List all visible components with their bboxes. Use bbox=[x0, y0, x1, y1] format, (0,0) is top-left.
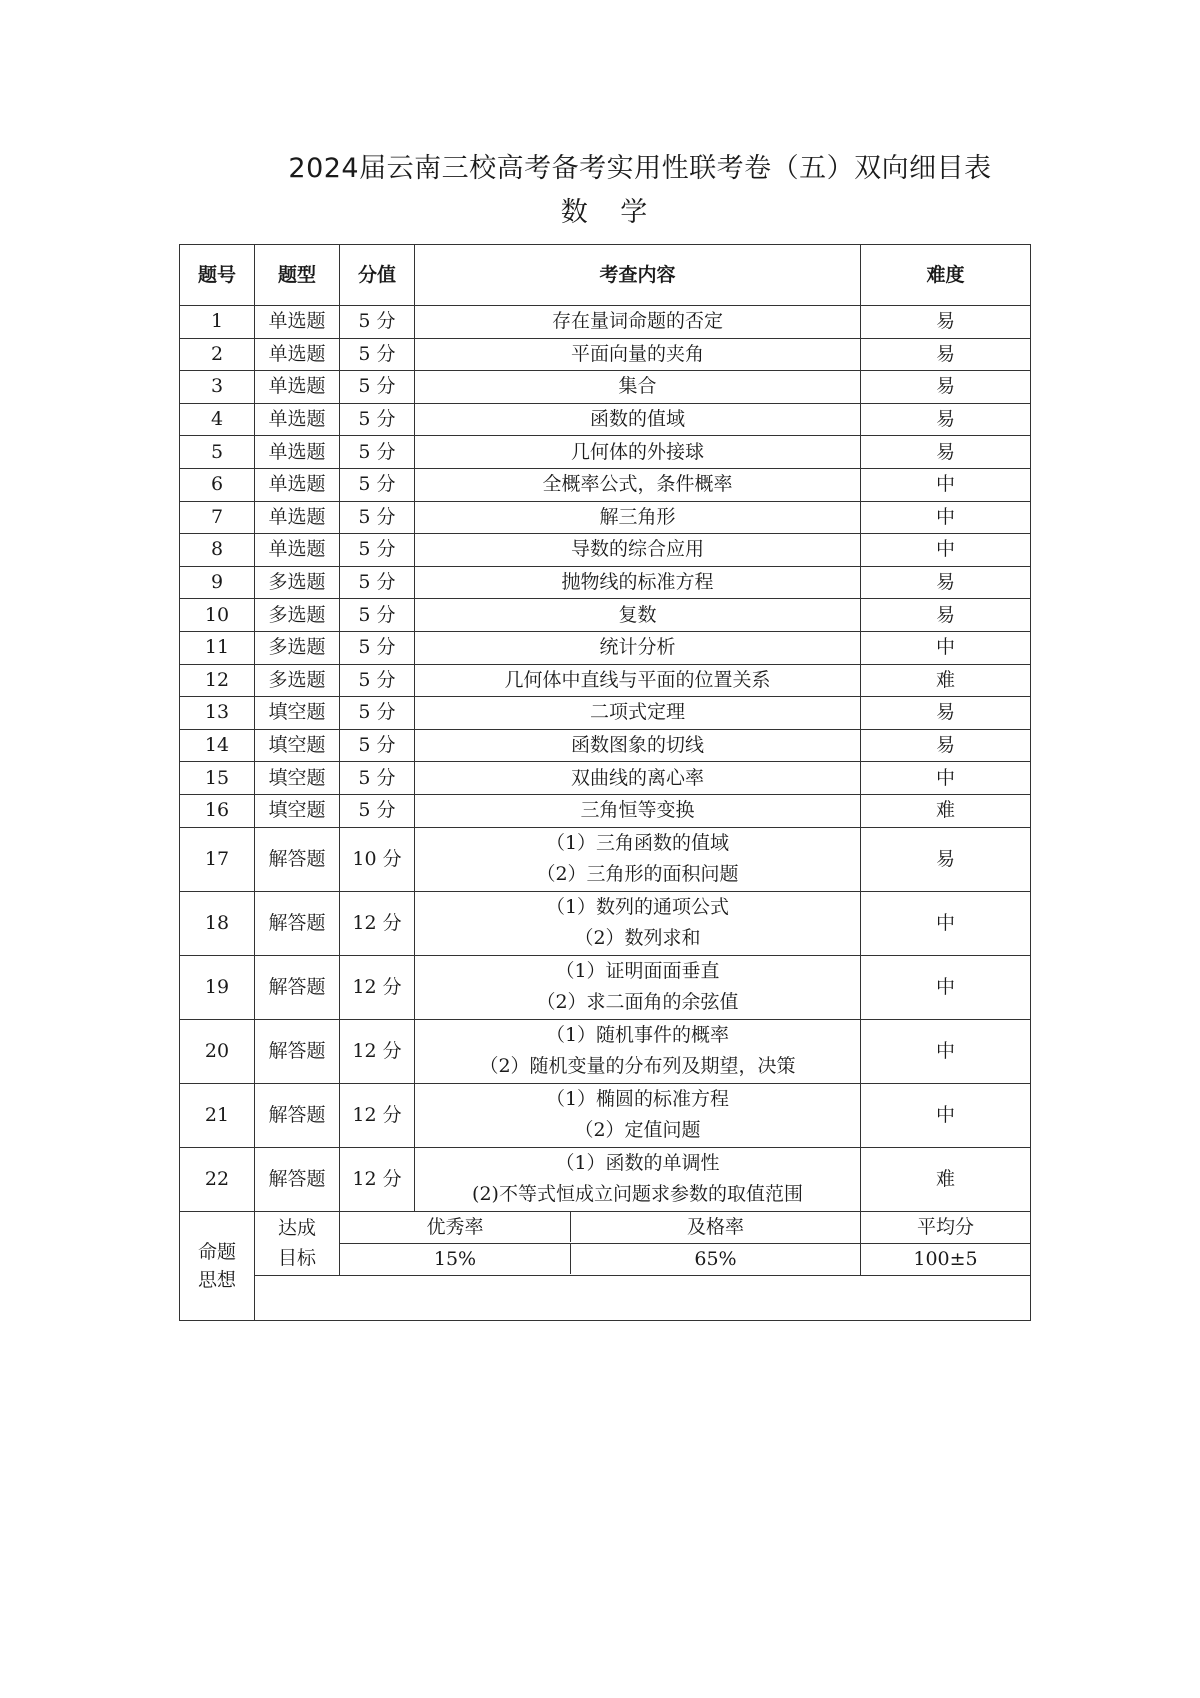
question-type: 解答题 bbox=[255, 955, 340, 1019]
question-score: 5 分 bbox=[340, 599, 415, 632]
question-difficulty: 中 bbox=[861, 1083, 1031, 1147]
header-difficulty: 难度 bbox=[861, 245, 1031, 306]
question-number: 1 bbox=[180, 306, 255, 339]
content-line: 函数的值域 bbox=[589, 408, 685, 431]
question-content bbox=[415, 1147, 861, 1211]
question-number: 5 bbox=[180, 436, 255, 469]
question-score: 5 分 bbox=[340, 762, 415, 795]
question-type: 单选题 bbox=[255, 534, 340, 567]
question-difficulty: 中 bbox=[861, 468, 1031, 501]
question-difficulty: 易 bbox=[861, 697, 1031, 730]
question-number: 21 bbox=[180, 1083, 255, 1147]
question-difficulty: 难 bbox=[861, 1147, 1031, 1211]
question-score: 12 分 bbox=[340, 1147, 415, 1211]
content-line: 集合 bbox=[618, 375, 657, 398]
question-content bbox=[415, 729, 861, 762]
question-difficulty: 易 bbox=[861, 599, 1031, 632]
content-line: 存在量词命题的否定 bbox=[551, 310, 723, 333]
content-line: 函数图象的切线 bbox=[570, 734, 704, 757]
table-row bbox=[180, 468, 1031, 501]
question-type: 多选题 bbox=[255, 664, 340, 697]
question-difficulty: 中 bbox=[861, 955, 1031, 1019]
question-number: 13 bbox=[180, 697, 255, 730]
question-type: 多选题 bbox=[255, 566, 340, 599]
question-content bbox=[415, 631, 861, 664]
question-difficulty: 难 bbox=[861, 664, 1031, 697]
average-score-value: 100±5 bbox=[861, 1243, 1031, 1275]
content-line: 抛物线的标准方程 bbox=[561, 571, 714, 594]
table-row bbox=[180, 827, 1031, 891]
table-row bbox=[180, 664, 1031, 697]
question-content bbox=[415, 306, 861, 339]
question-content bbox=[415, 436, 861, 469]
question-score: 5 分 bbox=[340, 371, 415, 404]
goal-line: 达成 bbox=[277, 1217, 316, 1239]
content-line: 统计分析 bbox=[599, 636, 676, 659]
question-score: 5 分 bbox=[340, 436, 415, 469]
table-row bbox=[180, 955, 1031, 1019]
table-row bbox=[180, 762, 1031, 795]
table-row bbox=[180, 436, 1031, 469]
question-number: 9 bbox=[180, 566, 255, 599]
question-score: 5 分 bbox=[340, 534, 415, 567]
question-content bbox=[415, 566, 861, 599]
content-line: （1）椭圆的标准方程 bbox=[545, 1088, 730, 1110]
question-type: 单选题 bbox=[255, 371, 340, 404]
question-score: 5 分 bbox=[340, 794, 415, 827]
content-line: （2）三角形的面积问题 bbox=[536, 863, 739, 885]
table-row bbox=[180, 1147, 1031, 1211]
content-line: 解三角形 bbox=[599, 505, 676, 528]
question-score: 5 分 bbox=[340, 403, 415, 436]
question-content bbox=[415, 697, 861, 730]
table-body bbox=[180, 306, 1031, 1212]
question-difficulty: 中 bbox=[861, 534, 1031, 567]
pass-rate-label: 及格率 bbox=[686, 1216, 744, 1238]
question-number: 15 bbox=[180, 762, 255, 795]
table-row bbox=[180, 338, 1031, 371]
proposition-idea-line: 命题 bbox=[197, 1240, 236, 1263]
question-type: 解答题 bbox=[255, 1019, 340, 1083]
proposition-idea-blank bbox=[255, 1275, 1031, 1320]
question-type: 解答题 bbox=[255, 1083, 340, 1147]
question-number: 2 bbox=[180, 338, 255, 371]
question-type: 填空题 bbox=[255, 762, 340, 795]
question-difficulty: 易 bbox=[861, 306, 1031, 339]
content-line: （1）数列的通项公式 bbox=[545, 896, 730, 918]
question-type: 填空题 bbox=[255, 794, 340, 827]
question-difficulty: 中 bbox=[861, 501, 1031, 534]
goal-line: 目标 bbox=[277, 1247, 316, 1269]
content-line: （1）证明面面垂直 bbox=[555, 960, 720, 982]
content-line: （2）随机变量的分布列及期望，决策 bbox=[479, 1055, 796, 1077]
question-content bbox=[415, 338, 861, 371]
question-number: 22 bbox=[180, 1147, 255, 1211]
question-content bbox=[415, 468, 861, 501]
content-line: 复数 bbox=[618, 603, 657, 626]
table-row bbox=[180, 566, 1031, 599]
pass-rate-value: 65% bbox=[694, 1248, 737, 1270]
question-type: 单选题 bbox=[255, 501, 340, 534]
question-type: 填空题 bbox=[255, 729, 340, 762]
table-row bbox=[180, 306, 1031, 339]
question-number: 14 bbox=[180, 729, 255, 762]
question-content bbox=[415, 1083, 861, 1147]
question-score: 5 分 bbox=[340, 664, 415, 697]
table-row bbox=[180, 794, 1031, 827]
table-row bbox=[180, 631, 1031, 664]
spec-table bbox=[179, 244, 1031, 1321]
question-score: 5 分 bbox=[340, 566, 415, 599]
question-difficulty: 中 bbox=[861, 762, 1031, 795]
rate-header-cell bbox=[340, 1211, 861, 1243]
question-difficulty: 易 bbox=[861, 566, 1031, 599]
question-score: 12 分 bbox=[340, 891, 415, 955]
question-number: 3 bbox=[180, 371, 255, 404]
question-content bbox=[415, 501, 861, 534]
table-row bbox=[180, 729, 1031, 762]
table-header-row bbox=[180, 245, 1031, 306]
table-row bbox=[180, 697, 1031, 730]
question-content bbox=[415, 955, 861, 1019]
question-score: 12 分 bbox=[340, 1019, 415, 1083]
question-type: 单选题 bbox=[255, 436, 340, 469]
header-content: 考查内容 bbox=[415, 245, 861, 306]
question-number: 16 bbox=[180, 794, 255, 827]
content-line: (2)不等式恒成立问题求参数的取值范围 bbox=[472, 1183, 803, 1205]
table-row bbox=[180, 371, 1031, 404]
content-line: （1）三角函数的值域 bbox=[545, 832, 730, 854]
question-type: 单选题 bbox=[255, 338, 340, 371]
question-difficulty: 易 bbox=[861, 403, 1031, 436]
question-score: 12 分 bbox=[340, 955, 415, 1019]
question-type: 单选题 bbox=[255, 468, 340, 501]
question-type: 多选题 bbox=[255, 599, 340, 632]
question-number: 8 bbox=[180, 534, 255, 567]
proposition-idea-label bbox=[180, 1211, 255, 1320]
question-type: 解答题 bbox=[255, 891, 340, 955]
proposition-idea-line: 思想 bbox=[197, 1268, 236, 1291]
header-no: 题号 bbox=[180, 245, 255, 306]
document-title: 2024届云南三校高考备考实用性联考卷（五）双向细目表 bbox=[288, 153, 992, 184]
content-line: 导数的综合应用 bbox=[570, 538, 704, 561]
content-line: （2）求二面角的余弦值 bbox=[536, 991, 739, 1013]
question-content bbox=[415, 794, 861, 827]
goal-label bbox=[255, 1211, 340, 1275]
question-score: 12 分 bbox=[340, 1083, 415, 1147]
question-difficulty: 易 bbox=[861, 338, 1031, 371]
table-row bbox=[180, 599, 1031, 632]
question-content bbox=[415, 599, 861, 632]
content-line: 几何体的外接球 bbox=[570, 440, 704, 463]
content-line: （2）数列求和 bbox=[574, 927, 701, 949]
question-number: 19 bbox=[180, 955, 255, 1019]
content-line: （1）函数的单调性 bbox=[555, 1152, 720, 1174]
content-line: 几何体中直线与平面的位置关系 bbox=[504, 668, 771, 691]
content-line: 双曲线的离心率 bbox=[570, 766, 704, 789]
question-score: 5 分 bbox=[340, 729, 415, 762]
question-difficulty: 易 bbox=[861, 827, 1031, 891]
question-type: 解答题 bbox=[255, 1147, 340, 1211]
question-score: 5 分 bbox=[340, 468, 415, 501]
content-line: 平面向量的夹角 bbox=[570, 342, 704, 365]
average-score-label: 平均分 bbox=[861, 1211, 1031, 1243]
question-content bbox=[415, 534, 861, 567]
content-line: （2）定值问题 bbox=[574, 1119, 701, 1141]
question-difficulty: 易 bbox=[861, 436, 1031, 469]
excellent-rate-value: 15% bbox=[340, 1244, 571, 1274]
excellent-rate-label: 优秀率 bbox=[340, 1212, 571, 1242]
table-row bbox=[180, 534, 1031, 567]
question-number: 6 bbox=[180, 468, 255, 501]
table-row bbox=[180, 1083, 1031, 1147]
question-number: 12 bbox=[180, 664, 255, 697]
question-number: 10 bbox=[180, 599, 255, 632]
question-difficulty: 中 bbox=[861, 631, 1031, 664]
question-type: 单选题 bbox=[255, 306, 340, 339]
content-line: 三角恒等变换 bbox=[580, 799, 695, 822]
question-score: 5 分 bbox=[340, 306, 415, 339]
question-number: 20 bbox=[180, 1019, 255, 1083]
question-content bbox=[415, 664, 861, 697]
question-number: 11 bbox=[180, 631, 255, 664]
table-row bbox=[180, 403, 1031, 436]
question-difficulty: 易 bbox=[861, 729, 1031, 762]
table-footer bbox=[180, 1211, 1031, 1320]
question-score: 5 分 bbox=[340, 697, 415, 730]
question-score: 5 分 bbox=[340, 501, 415, 534]
header-type: 题型 bbox=[255, 245, 340, 306]
rate-value-cell bbox=[340, 1243, 861, 1275]
question-content bbox=[415, 403, 861, 436]
question-content bbox=[415, 371, 861, 404]
table-row bbox=[180, 891, 1031, 955]
content-line: 全概率公式，条件概率 bbox=[542, 473, 733, 496]
question-type: 解答题 bbox=[255, 827, 340, 891]
question-content bbox=[415, 827, 861, 891]
question-number: 17 bbox=[180, 827, 255, 891]
table-row bbox=[180, 1019, 1031, 1083]
question-number: 7 bbox=[180, 501, 255, 534]
question-difficulty: 易 bbox=[861, 371, 1031, 404]
question-content bbox=[415, 891, 861, 955]
question-score: 5 分 bbox=[340, 631, 415, 664]
question-score: 10 分 bbox=[340, 827, 415, 891]
question-score: 5 分 bbox=[340, 338, 415, 371]
question-number: 4 bbox=[180, 403, 255, 436]
question-content bbox=[415, 762, 861, 795]
question-number: 18 bbox=[180, 891, 255, 955]
question-difficulty: 中 bbox=[861, 1019, 1031, 1083]
question-type: 多选题 bbox=[255, 631, 340, 664]
content-line: （1）随机事件的概率 bbox=[545, 1024, 730, 1046]
content-line: 二项式定理 bbox=[589, 701, 685, 724]
question-difficulty: 难 bbox=[861, 794, 1031, 827]
question-type: 填空题 bbox=[255, 697, 340, 730]
question-content bbox=[415, 1019, 861, 1083]
table-row bbox=[180, 501, 1031, 534]
header-score: 分值 bbox=[340, 245, 415, 306]
question-type: 单选题 bbox=[255, 403, 340, 436]
document-subject: 数 学 bbox=[560, 197, 660, 228]
question-difficulty: 中 bbox=[861, 891, 1031, 955]
